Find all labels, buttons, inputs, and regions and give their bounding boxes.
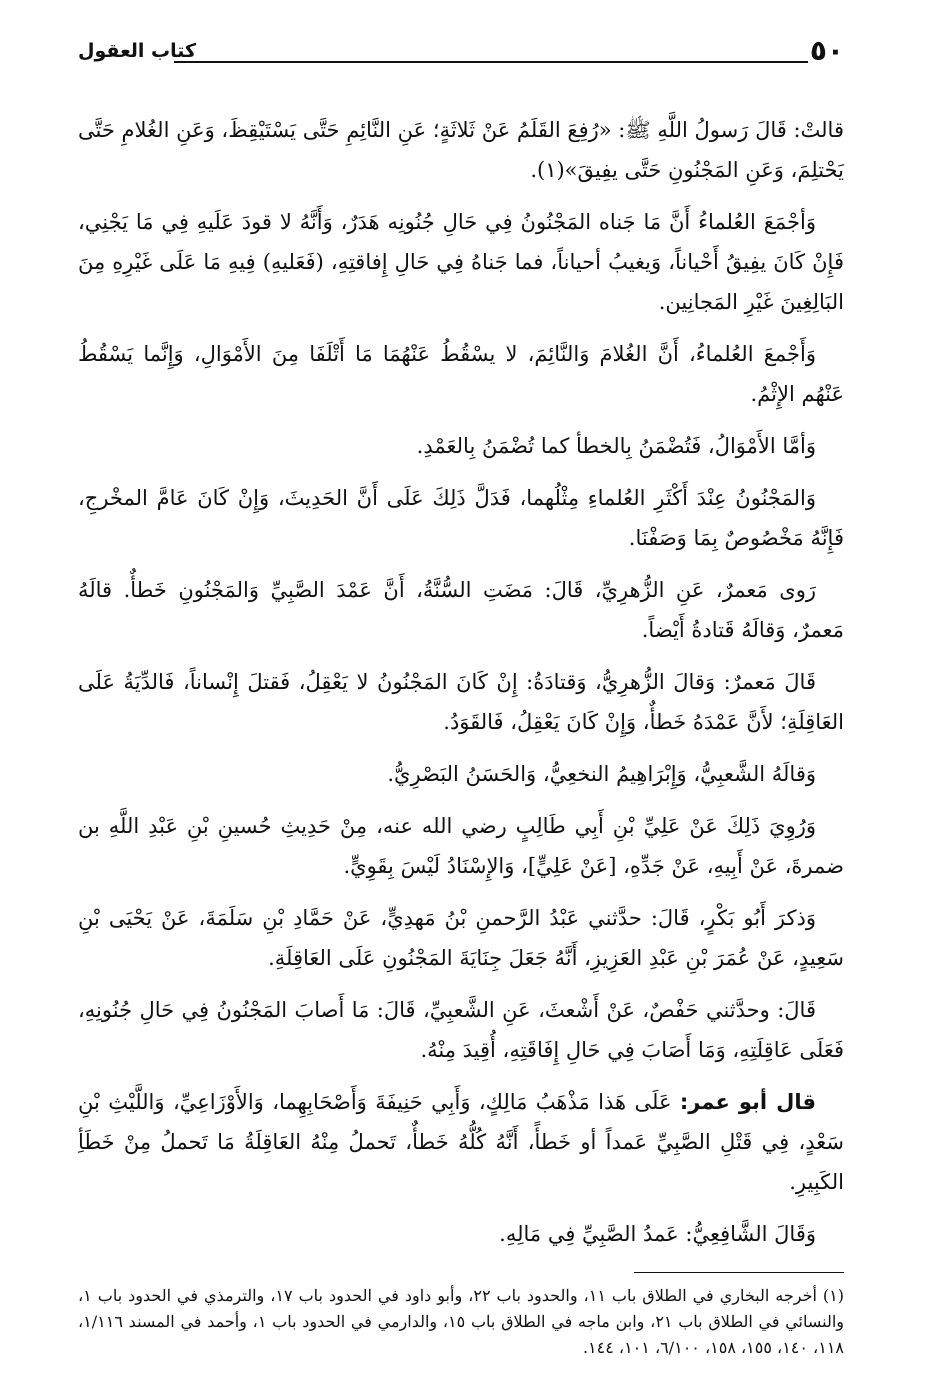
paragraph-hadith: قالتْ: قَالَ رَسولُ اللَّهِ ﷺ: «رُفِعَ القَلَمُ عَنْ ثَلاثَةٍ؛ عَنِ النَّائِمِ حَتَّى يَسْتَيْقِظَ، وَعَنِ الغُلامِ حَتَّى يَحْتلِمَ، وَعَنِ المَجْنُونِ حَتَّى يفِيقَ»(١). xyxy=(78,118,844,182)
paragraph-ali: وَرُوِيَ ذَلِكَ عَنْ عَلِيِّ بْنِ أَبِي طَالِبٍ رضي الله عنه، مِنْ حَدِيثِ حُسينِ بْنِ عَبْدِ اللَّهِ بن ضمرةَ، عَنْ أَبِيهِ، عَنْ جَدِّهِ، [عَنْ عَلِيٍّ]، وَالإِسْنَادُ لَيْسَ بِقَوِيٍّ. xyxy=(78,814,844,878)
paragraph-abu-bakr: وَذكرَ أَبُو بَكْرٍ، قَالَ: حدَّثني عَبْدُ الرَّحمنِ بْنُ مَهدِيٍّ، عَنْ حَمَّادِ بْنِ سَلَمَةَ، عَنْ يَحْيَى بْنِ سَعِيدٍ، عَنْ عُمَرَ بْنِ عَبْدِ العَزِيزِ، أَنَّهُ جَعَلَ جِنَايَةَ المَجْنُونِ عَلَى العَاقِلَةِ. xyxy=(78,906,844,970)
abu-omar-continuation: وَاللَّيْثِ بْنِ سَعْدٍ، فِي قَتْلِ الصَّبِيِّ عَمداً أو خَطأً، أَنَّهُ كُلُّهُ خَطأٌ، تَحملُ مِنْهُ العَاقِلَةُ مَا تَحملُ مِنْ خَطَأِ الكَبِيرِ. xyxy=(78,1090,844,1194)
page-number: ٥٠ xyxy=(809,34,844,67)
footnotes xyxy=(78,1283,844,1361)
footnote-rule xyxy=(634,1272,844,1273)
paragraph-property: وَأمَّا الأَمْوَالُ، فَتُضْمَنُ بِالخطأ كما تُضْمَنُ بِالعَمْدِ. xyxy=(416,434,816,458)
speaker-label: قال أبو عمر: xyxy=(679,1090,816,1114)
paragraph-shafii: وَقَالَ الشَّافِعِيُّ: عَمدُ الصَّبِيِّ فِي مَالِهِ. xyxy=(499,1222,816,1246)
footnote-1: (١) أخرجه البخاري في الطلاق باب ١١، والحدود باب ٢٢، وأبو داود في الحدود باب ١٧، والترمذي في الحدود باب ١، والنسائي في الطلاق باب ٢١، وابن ماجه في الطلاق باب ١٥، والدارمي في الحدود باب ١، وأحمد في المسند ١/١١٦، ١١٨، ١٤٠، ١٥٥، ١٥٨، ٦/١٠٠، ١٠١، ١٤٤. xyxy=(78,1286,845,1357)
abu-omar-text: عَلَى هَذا مَذْهَبُ مَالِكٍ، وَأَبِي حَنِيفَةَ وَأَصْحَابِهِما، وَالأَوْزَاعِيِّ، xyxy=(172,1090,672,1114)
book-page xyxy=(78,34,844,1361)
header-rule xyxy=(174,61,808,63)
book-title: كتاب العقول xyxy=(78,40,197,62)
running-head xyxy=(78,34,844,74)
main-text xyxy=(78,110,844,1254)
paragraph-insane-majority: وَالمَجْنُونُ عِنْدَ أَكْثَرِ العُلماءِ مِثْلُهما، فَدَلَّ ذَلِكَ عَلَى أَنَّ الحَدِيثَ، وَإِنْ كَانَ عَامَّ المخْرجِ، فَإِنَّهُ مَخْصُوصٌ بِمَا وَصَفْنَا. xyxy=(78,486,844,550)
paragraph-consensus-boy: وَأَجْمعَ العُلماءُ، أَنَّ الغُلامَ وَالنَّائِمَ، لا يسْقُطُ عَنْهُمَا مَا أَتْلَفَا مِنَ الأَمْوَالِ، وَإِنَّما يَسْقُطُ عَنْهُم الإِثْمُ. xyxy=(78,342,844,406)
paragraph-shabi: وَقالَهُ الشَّعبِيُّ، وَإِبْرَاهِيمُ النخعِيُّ، وَالحَسَنُ البَصْرِيُّ. xyxy=(387,762,816,786)
paragraph-consensus-insane: وَأجْمَعَ العُلماءُ أَنَّ مَا جَناه المَجْنُونُ فِي حَالِ جُنُونِه هَدَرٌ، وَأَنَّهُ لا قودَ عَلَيهِ فِي مَا يَجْنِي، فَإِنْ كَانَ يفِيقُ أَحْياناً، وَيغيبُ أحياناً، فما جَناهُ فِي حَالِ إِفاقتِهِ، (فَعَليهِ) فِيهِ مَا عَلَى غَيْرِهِ مِنَ البَالِغِينَ غَيْرِ المَجانِين. xyxy=(78,210,844,314)
paragraph-mamar-qatada: قَالَ مَعمرٌ: وَقالَ الزُّهرِيُّ، وَقتادَةُ: إِنْ كَانَ المَجْنُونُ لا يَعْقِلُ، فَقتلَ إِنْساناً، فَالدِّيَةُ عَلَى العَاقِلَةِ؛ لأَنَّ عَمْدَهُ خَطأٌ، وَإِنْ كَانَ يَعْقِلُ، فَالقَوَدُ. xyxy=(78,670,844,734)
paragraph-abu-omar xyxy=(78,1082,844,1202)
paragraph-hafs: قَالَ: وحدَّثني حَفْصٌ، عَنْ أَشْعثَ، عَنِ الشَّعبِيِّ، قَالَ: مَا أَصابَ المَجْنُونُ فِي حَالِ جُنُونِهِ، فَعَلَى عَاقِلَتِهِ، وَمَا أَصَابَ فِي حَالِ إِفَاقَتِهِ، أُقِيدَ مِنْهُ. xyxy=(78,998,844,1062)
paragraph-mamar-zuhri: رَوى مَعمرٌ، عَنِ الزُّهرِيِّ، قَالَ: مَضَتِ السُّنَّةُ، أَنَّ عَمْدَ الصَّبِيِّ وَالمَجْنُونِ خَطأٌ. قالَهُ مَعمرٌ، وَقالَهُ قَتادةُ أَيْضاً. xyxy=(78,578,844,642)
